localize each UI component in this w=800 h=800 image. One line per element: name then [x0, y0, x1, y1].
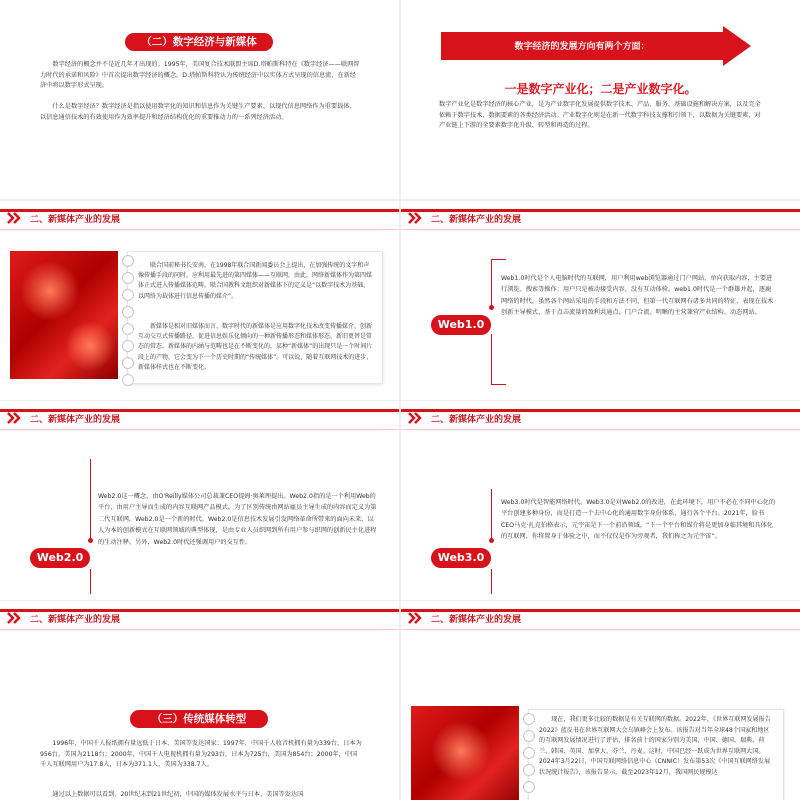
connector-line [491, 384, 506, 385]
double-chevron-icon [6, 411, 22, 425]
double-chevron-icon [6, 611, 22, 625]
binder-rings [122, 255, 134, 385]
slide-digital-directions[interactable] [401, 0, 800, 199]
section-header-title: 二、新媒体产业的发展 [431, 215, 522, 225]
section-header [0, 401, 399, 431]
section-header-title: 二、新媒体产业的发展 [30, 415, 121, 425]
header-rule [401, 429, 800, 430]
connector-dot [489, 538, 494, 543]
paragraph: Web2.0这一概念，由O'Reilly媒体公司总裁兼CEO提姆·奥莱理提出。Web2.0指的是一个利用Web的平台，由用户主导而生成的内容互联网产品模式，为了区别传统由网站雇员主导生成的内容而定义为第二代互联网，Web2.0是一个新的时代。Web2.0是信息技术发展引发网络革命所带来的面向未来、以人为本的创新模式在互联网领域的典型体现，是由专业人员织网到所有用户参与织网的创新民主化进程的生动注释。另外，Web2.0时代还强调用户的交互性。 [98, 493, 377, 546]
section-header-title: 二、新媒体产业的发展 [30, 215, 121, 225]
section-header [0, 201, 399, 231]
section-header [401, 401, 800, 431]
paragraph: 现在，我们更多比较的数据是有关互联网的数据。2022年，《世界互联网发展报告2022》蓝皮书在世界互联网大会乌镇峰会上发布。该报告对当年全球48个国家和地区的互联网发展情况进行了评估，排名前十的国家分别为美国、中国、德国、瑞典、荷兰、韩国、英国、加拿大、芬兰、丹麦。这时，中国已经一跃成为世界互联网大国。2024年3月22日，中国互联网络信息中心（CNNIC）发布第53次《中国互联网络发展状况统计报告》，该报告显示，截至2023年12月，我国网民规模达 [539, 716, 771, 776]
arrow-banner-title: 数字经济的发展方向有两个方面： [514, 42, 650, 52]
connector-line [491, 569, 492, 594]
paragraph: 新媒体是相对旧媒体而言，数字时代的新媒体是应用数字化技术改变传播媒介，创新互动交互式传播路径，促进信息娱乐化倾向的一种新传播形态和媒体形态。新旧更替是常态的常态。新媒体的内涵与范畴也是在不断变化的，某种“新媒体”的出现只是一个时间片段上的产物，它会变为下一个历史时期的“传统媒体”。可以说，随着互联网技术的进步，新媒体样式也在不断变化。 [138, 323, 373, 371]
header-rule [401, 629, 800, 630]
slide-traditional-media[interactable] [0, 601, 399, 800]
web1-tag: Web1.0 [431, 315, 491, 335]
paragraph: Web3.0时代是智能网络时代。Web3.0是对Web2.0的改进，在此环境下，用户不必在不同中心化的平台创建多种身份，而是打造一个去中心化的通用数字身份体系，通行各个平台。2021年，脸书CEO马克·扎克伯格表示，元宇宙是下一个前沿领域，“下一个平台和媒介将是更加身临其境和具体化的互联网，你将置身于体验之中，而不仅仅是作为旁观者，我们称之为元宇宙”。 [501, 499, 776, 541]
paragraph: 通过以上数据可以看到，20世纪末到21世纪初，中国的媒体发展水平与日本、美国等发达国 [52, 791, 304, 798]
header-rule [401, 229, 800, 230]
slide-digital-economy[interactable] [0, 0, 399, 199]
header-rule [0, 629, 399, 630]
connector-line [90, 569, 91, 594]
web3-tag: Web3.0 [431, 548, 491, 568]
red-abstract-image [10, 251, 118, 379]
section-header-title: 二、新媒体产业的发展 [431, 415, 522, 425]
section-header [0, 601, 399, 631]
connector-line [90, 459, 91, 539]
paragraph: 数字产业化是数字经济的核心产业，是为产业数字化发展提供数字技术、产品、服务、基础设施和解决方案，以及完全依赖于数字技术、数据要素的各类经济活动。产业数字化则是在新一代数字科技支撑和引领下，以数据为关键要素，对产业链上下游的全要素数字化升级、转型和再造的过程。 [439, 101, 761, 130]
slide-new-media-definition[interactable] [0, 201, 399, 400]
connector-dot [88, 538, 93, 543]
paragraph: 什么是数字经济？数字经济是指以使用数字化的知识和信息作为关键生产要素、以现代信息网络作为重要载体、以信息通信技术的有效使用作为效率提升和经济结构优化的重要推动力的一系列经济活动。 [40, 103, 356, 121]
red-abstract-image [411, 706, 519, 800]
subtitle: 一是数字产业化；二是产业数字化。 [504, 82, 697, 96]
slide-web1[interactable] [401, 201, 800, 400]
connector-line [491, 259, 492, 309]
paragraph: 联合国前秘书长安南，在1998年联合国新闻委员会上提出，在加强传统的文字和声像传播手段的同时，应利用最先进的第四媒体——互联网，由此，网络新媒体作为第四媒体正式进入传播媒体范畴。联合国教科文组织对新媒体下的定义是“以数字技术为基础，以网络为载体进行信息传播的媒介”。 [138, 262, 373, 300]
connector-dot [489, 305, 494, 310]
double-chevron-icon [407, 611, 423, 625]
double-chevron-icon [407, 211, 423, 225]
slide-web2[interactable] [0, 401, 399, 600]
slide-web3[interactable] [401, 401, 800, 600]
connector-line [491, 259, 506, 260]
double-chevron-icon [6, 211, 22, 225]
header-rule [0, 429, 399, 430]
section-header [401, 601, 800, 631]
paragraph: 数字经济的概念并不是近几年才出现的。1995年，美国复合技术联盟主席D.塔帕斯科特在《数字经济——联网智力时代的承诺和风险》中首次提出数字经济的概念。D.塔帕斯科特认为传统经济中以实体方式呈现的信息流，在新经济中将以数字形式呈现。 [40, 61, 360, 90]
connector-line [491, 334, 492, 384]
section-title-pill: （二）数字经济与新媒体 [125, 33, 273, 51]
paragraph: 1996年，中国千人报纸拥有量远低于日本、美国等发达国家；1997年，中国千人收音机拥有量为339台，日本为956台，美国为2118台；2000年，中国千人电视机拥有量为293台，日本为725台，美国为854台；2000年，中国千人互联网用户为17.8人，日本为371.1人，美国为338.7人。 [40, 740, 362, 769]
connector-line [491, 489, 492, 539]
section-header [401, 201, 800, 231]
double-chevron-icon [407, 411, 423, 425]
header-rule [0, 229, 399, 230]
binder-rings [523, 713, 535, 800]
web2-tag: Web2.0 [30, 548, 90, 568]
section-header-title: 二、新媒体产业的发展 [30, 615, 121, 625]
paragraph: Web1.0时代是个人电脑时代的互联网，用户利用web浏览器通过门户网站，单向获取内容，主要进行浏览、搜索等操作；用户只是被动接受内容，没有互动体验。web1.0时代是一个群雄并起，逐鹿网络的时代，虽然各个网站采用的手段和方法不同，但第一代互联网有诸多共同的特征，表现在技术创新主导模式、基于点击流量的盈利共通点、门户合流、明晰的主营兼营产业结构、动态网站。 [501, 275, 774, 317]
slide-internet-data[interactable] [401, 601, 800, 800]
section-header-title: 二、新媒体产业的发展 [431, 615, 522, 625]
section-title-pill: （三）传统媒体转型 [130, 710, 268, 728]
